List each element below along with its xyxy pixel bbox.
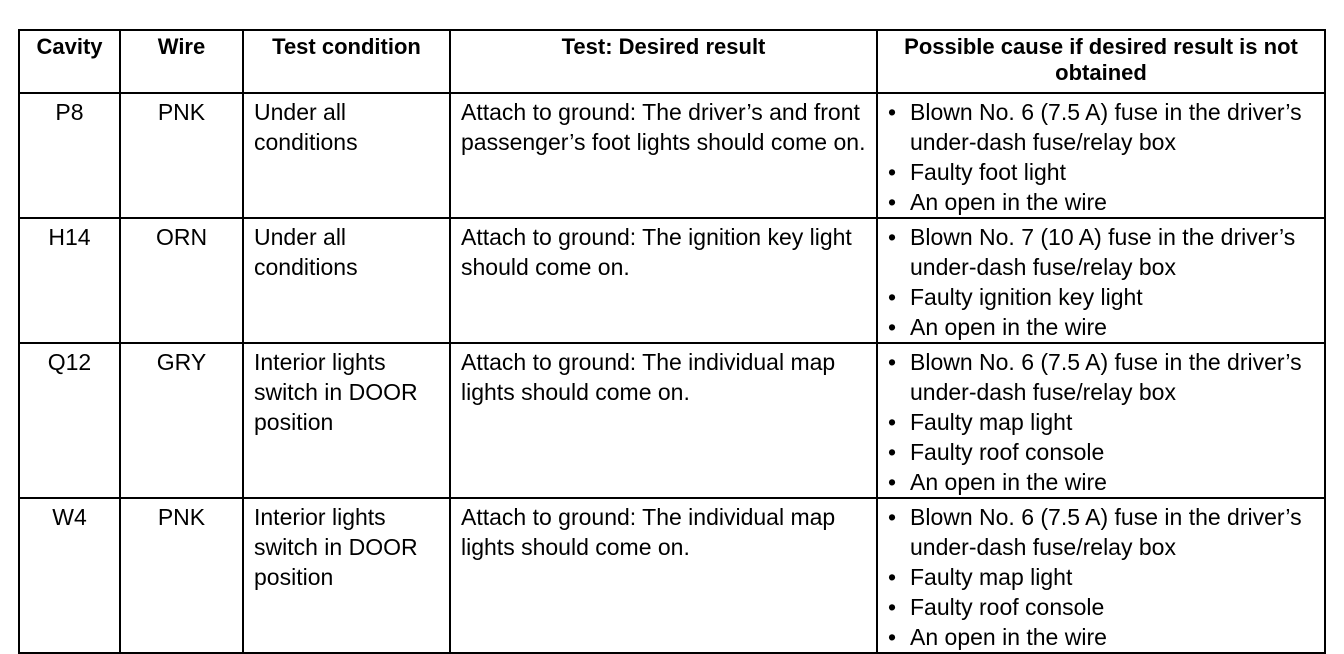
wire-cell: PNK (120, 93, 243, 218)
table-row (19, 343, 1325, 498)
causes-cell (877, 343, 1325, 498)
cause-item: • Faulty ignition key light (886, 282, 1320, 312)
cause-item: • Blown No. 6 (7.5 A) fuse in the driver’s under-dash fuse/relay box (886, 97, 1320, 157)
cause-list (886, 222, 1320, 342)
header-row (19, 30, 1325, 93)
condition-cell: Interior lights switch in DOOR position (243, 343, 450, 498)
wire-cell: GRY (120, 343, 243, 498)
cause-item: • Blown No. 7 (10 A) fuse in the driver’s under-dash fuse/relay box (886, 222, 1320, 282)
result-cell: Attach to ground: The individual map lights should come on. (450, 498, 877, 653)
header-test-condition: Test condition (243, 30, 450, 93)
cause-list (886, 502, 1320, 652)
wire-cell: ORN (120, 218, 243, 343)
cause-item: • Faulty foot light (886, 157, 1320, 187)
cause-item: • Faulty roof console (886, 592, 1320, 622)
cause-list (886, 97, 1320, 217)
condition-cell: Interior lights switch in DOOR position (243, 498, 450, 653)
result-cell: Attach to ground: The driver’s and front passenger’s foot lights should come on. (450, 93, 877, 218)
header-wire: Wire (120, 30, 243, 93)
cause-item: • An open in the wire (886, 187, 1320, 217)
cause-item: • An open in the wire (886, 312, 1320, 342)
wire-cell: PNK (120, 498, 243, 653)
header-possible-cause: Possible cause if desired result is not obtained (877, 30, 1325, 93)
table-row (19, 93, 1325, 218)
table-row (19, 218, 1325, 343)
table-row (19, 498, 1325, 653)
cause-item: • Faulty roof console (886, 437, 1320, 467)
cavity-cell: H14 (19, 218, 120, 343)
header-desired-result: Test: Desired result (450, 30, 877, 93)
cause-list (886, 347, 1320, 497)
causes-cell (877, 498, 1325, 653)
condition-cell: Under all conditions (243, 218, 450, 343)
causes-cell (877, 218, 1325, 343)
causes-cell (877, 93, 1325, 218)
cavity-cell: P8 (19, 93, 120, 218)
header-cavity: Cavity (19, 30, 120, 93)
cavity-cell: W4 (19, 498, 120, 653)
result-cell: Attach to ground: The ignition key light should come on. (450, 218, 877, 343)
cause-item: • Faulty map light (886, 407, 1320, 437)
condition-cell: Under all conditions (243, 93, 450, 218)
result-cell: Attach to ground: The individual map lights should come on. (450, 343, 877, 498)
cause-item: • Faulty map light (886, 562, 1320, 592)
test-table (18, 29, 1326, 654)
cause-item: • Blown No. 6 (7.5 A) fuse in the driver’s under-dash fuse/relay box (886, 502, 1320, 562)
cavity-cell: Q12 (19, 343, 120, 498)
cause-item: • Blown No. 6 (7.5 A) fuse in the driver’s under-dash fuse/relay box (886, 347, 1320, 407)
cause-item: • An open in the wire (886, 467, 1320, 497)
cause-item: • An open in the wire (886, 622, 1320, 652)
